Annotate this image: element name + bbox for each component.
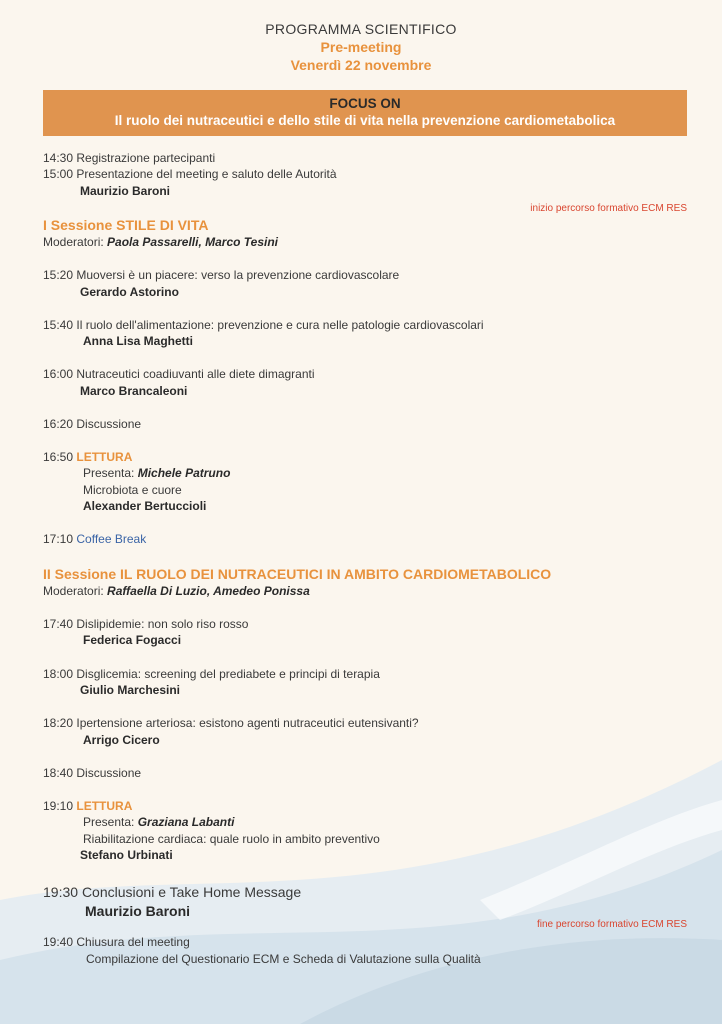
coffee-break-item <box>43 531 146 547</box>
conclusion-item <box>43 883 301 901</box>
item-title: Chiusura del meeting <box>76 935 190 949</box>
item-time: 17:10 <box>43 532 74 546</box>
ecm-start-note: inizio percorso formativo ECM RES <box>530 203 687 214</box>
presenter-name: Graziana Labanti <box>137 815 235 829</box>
schedule-item <box>43 166 337 182</box>
item-time: 19:10 <box>43 799 74 813</box>
item-title: Discussione <box>76 417 142 431</box>
schedule-item <box>43 765 141 781</box>
schedule-item <box>43 267 399 283</box>
ecm-end-note: fine percorso formativo ECM RES <box>536 919 687 930</box>
focus-banner <box>43 90 687 136</box>
item-time: 17:40 <box>43 617 74 631</box>
item-time: 16:00 <box>43 367 74 381</box>
schedule-item <box>43 416 141 432</box>
program-title: PROGRAMMA SCIENTIFICO <box>265 21 457 37</box>
lettura-label: LETTURA <box>76 450 133 464</box>
item-time: 19:40 <box>43 935 74 949</box>
lettura-topic: Microbiota e cuore <box>83 483 182 497</box>
speaker-name: Gerardo Astorino <box>80 285 179 299</box>
moderators <box>43 234 278 250</box>
speaker-name: Maurizio Baroni <box>80 184 171 198</box>
speaker-name: Maurizio Baroni <box>85 903 191 919</box>
item-time: 14:30 <box>43 151 74 165</box>
presenter-name: Michele Patruno <box>137 466 231 480</box>
item-title: Ipertensione arteriosa: esistono agenti nutraceutici eutensivanti? <box>76 716 419 730</box>
speaker-name: Giulio Marchesini <box>80 683 181 697</box>
item-title: Presentazione del meeting e saluto delle Autorità <box>76 167 337 181</box>
closing-detail: Compilazione del Questionario ECM e Scheda di Valutazione sulla Qualità <box>86 952 481 966</box>
speaker-name: Federica Fogacci <box>83 633 182 647</box>
closing-item <box>43 934 190 950</box>
lettura-topic: Riabilitazione cardiaca: quale ruolo in ambito preventivo <box>83 832 380 846</box>
moderators-names: Raffaella Di Luzio, Amedeo Ponissa <box>107 584 310 598</box>
speaker-name: Marco Brancaleoni <box>80 384 188 398</box>
item-time: 19:30 <box>43 884 79 900</box>
schedule-item <box>43 616 248 632</box>
item-time: 18:00 <box>43 667 74 681</box>
event-date: Venerdì 22 novembre <box>290 57 432 73</box>
moderators <box>43 583 310 599</box>
schedule-item <box>43 317 484 333</box>
focus-subtitle: Il ruolo dei nutraceutici e dello stile di vita nella prevenzione cardiometabolica <box>114 113 616 128</box>
speaker-name: Arrigo Cicero <box>83 733 160 747</box>
schedule-item <box>43 366 315 382</box>
session-title: II Sessione IL RUOLO DEI NUTRACEUTICI IN AMBITO CARDIOMETABOLICO <box>43 566 552 582</box>
speaker-name: Stefano Urbinati <box>80 848 173 862</box>
item-time: 16:20 <box>43 417 74 431</box>
item-time: 15:20 <box>43 268 74 282</box>
item-title: Nutraceutici coadiuvanti alle diete dimagranti <box>76 367 315 381</box>
item-time: 15:00 <box>43 167 74 181</box>
item-title: Registrazione partecipanti <box>76 151 216 165</box>
presenter <box>83 465 230 481</box>
item-title: Muoversi è un piacere: verso la prevenzione cardiovascolare <box>76 268 400 282</box>
presenter-label: Presenta: <box>83 815 135 829</box>
item-title: Dislipidemie: non solo riso rosso <box>76 617 249 631</box>
focus-title: FOCUS ON <box>329 96 401 111</box>
item-title: Il ruolo dell'alimentazione: prevenzione e cura nelle patologie cardiovascolari <box>76 318 484 332</box>
presenter <box>83 814 234 830</box>
item-time: 16:50 <box>43 450 74 464</box>
item-title: Conclusioni e Take Home Message <box>81 884 302 900</box>
item-time: 15:40 <box>43 318 74 332</box>
session-title: I Sessione STILE DI VITA <box>43 217 209 233</box>
schedule-item <box>43 150 215 166</box>
item-title: Disglicemia: screening del prediabete e principi di terapia <box>76 667 380 681</box>
speaker-name: Alexander Bertuccioli <box>83 499 207 513</box>
item-time: 18:20 <box>43 716 74 730</box>
moderators-label: Moderatori: <box>43 584 104 598</box>
schedule-item <box>43 715 419 731</box>
lettura-item <box>43 798 132 814</box>
moderators-label: Moderatori: <box>43 235 104 249</box>
moderators-names: Paola Passarelli, Marco Tesini <box>107 235 279 249</box>
speaker-name: Anna Lisa Maghetti <box>83 334 194 348</box>
header <box>0 20 722 74</box>
lettura-label: LETTURA <box>76 799 133 813</box>
pre-meeting-label: Pre-meeting <box>320 39 402 55</box>
item-title: Discussione <box>76 766 142 780</box>
item-time: 18:40 <box>43 766 74 780</box>
lettura-item <box>43 449 132 465</box>
presenter-label: Presenta: <box>83 466 135 480</box>
schedule-item <box>43 666 380 682</box>
coffee-break-label: Coffee Break <box>76 532 147 546</box>
